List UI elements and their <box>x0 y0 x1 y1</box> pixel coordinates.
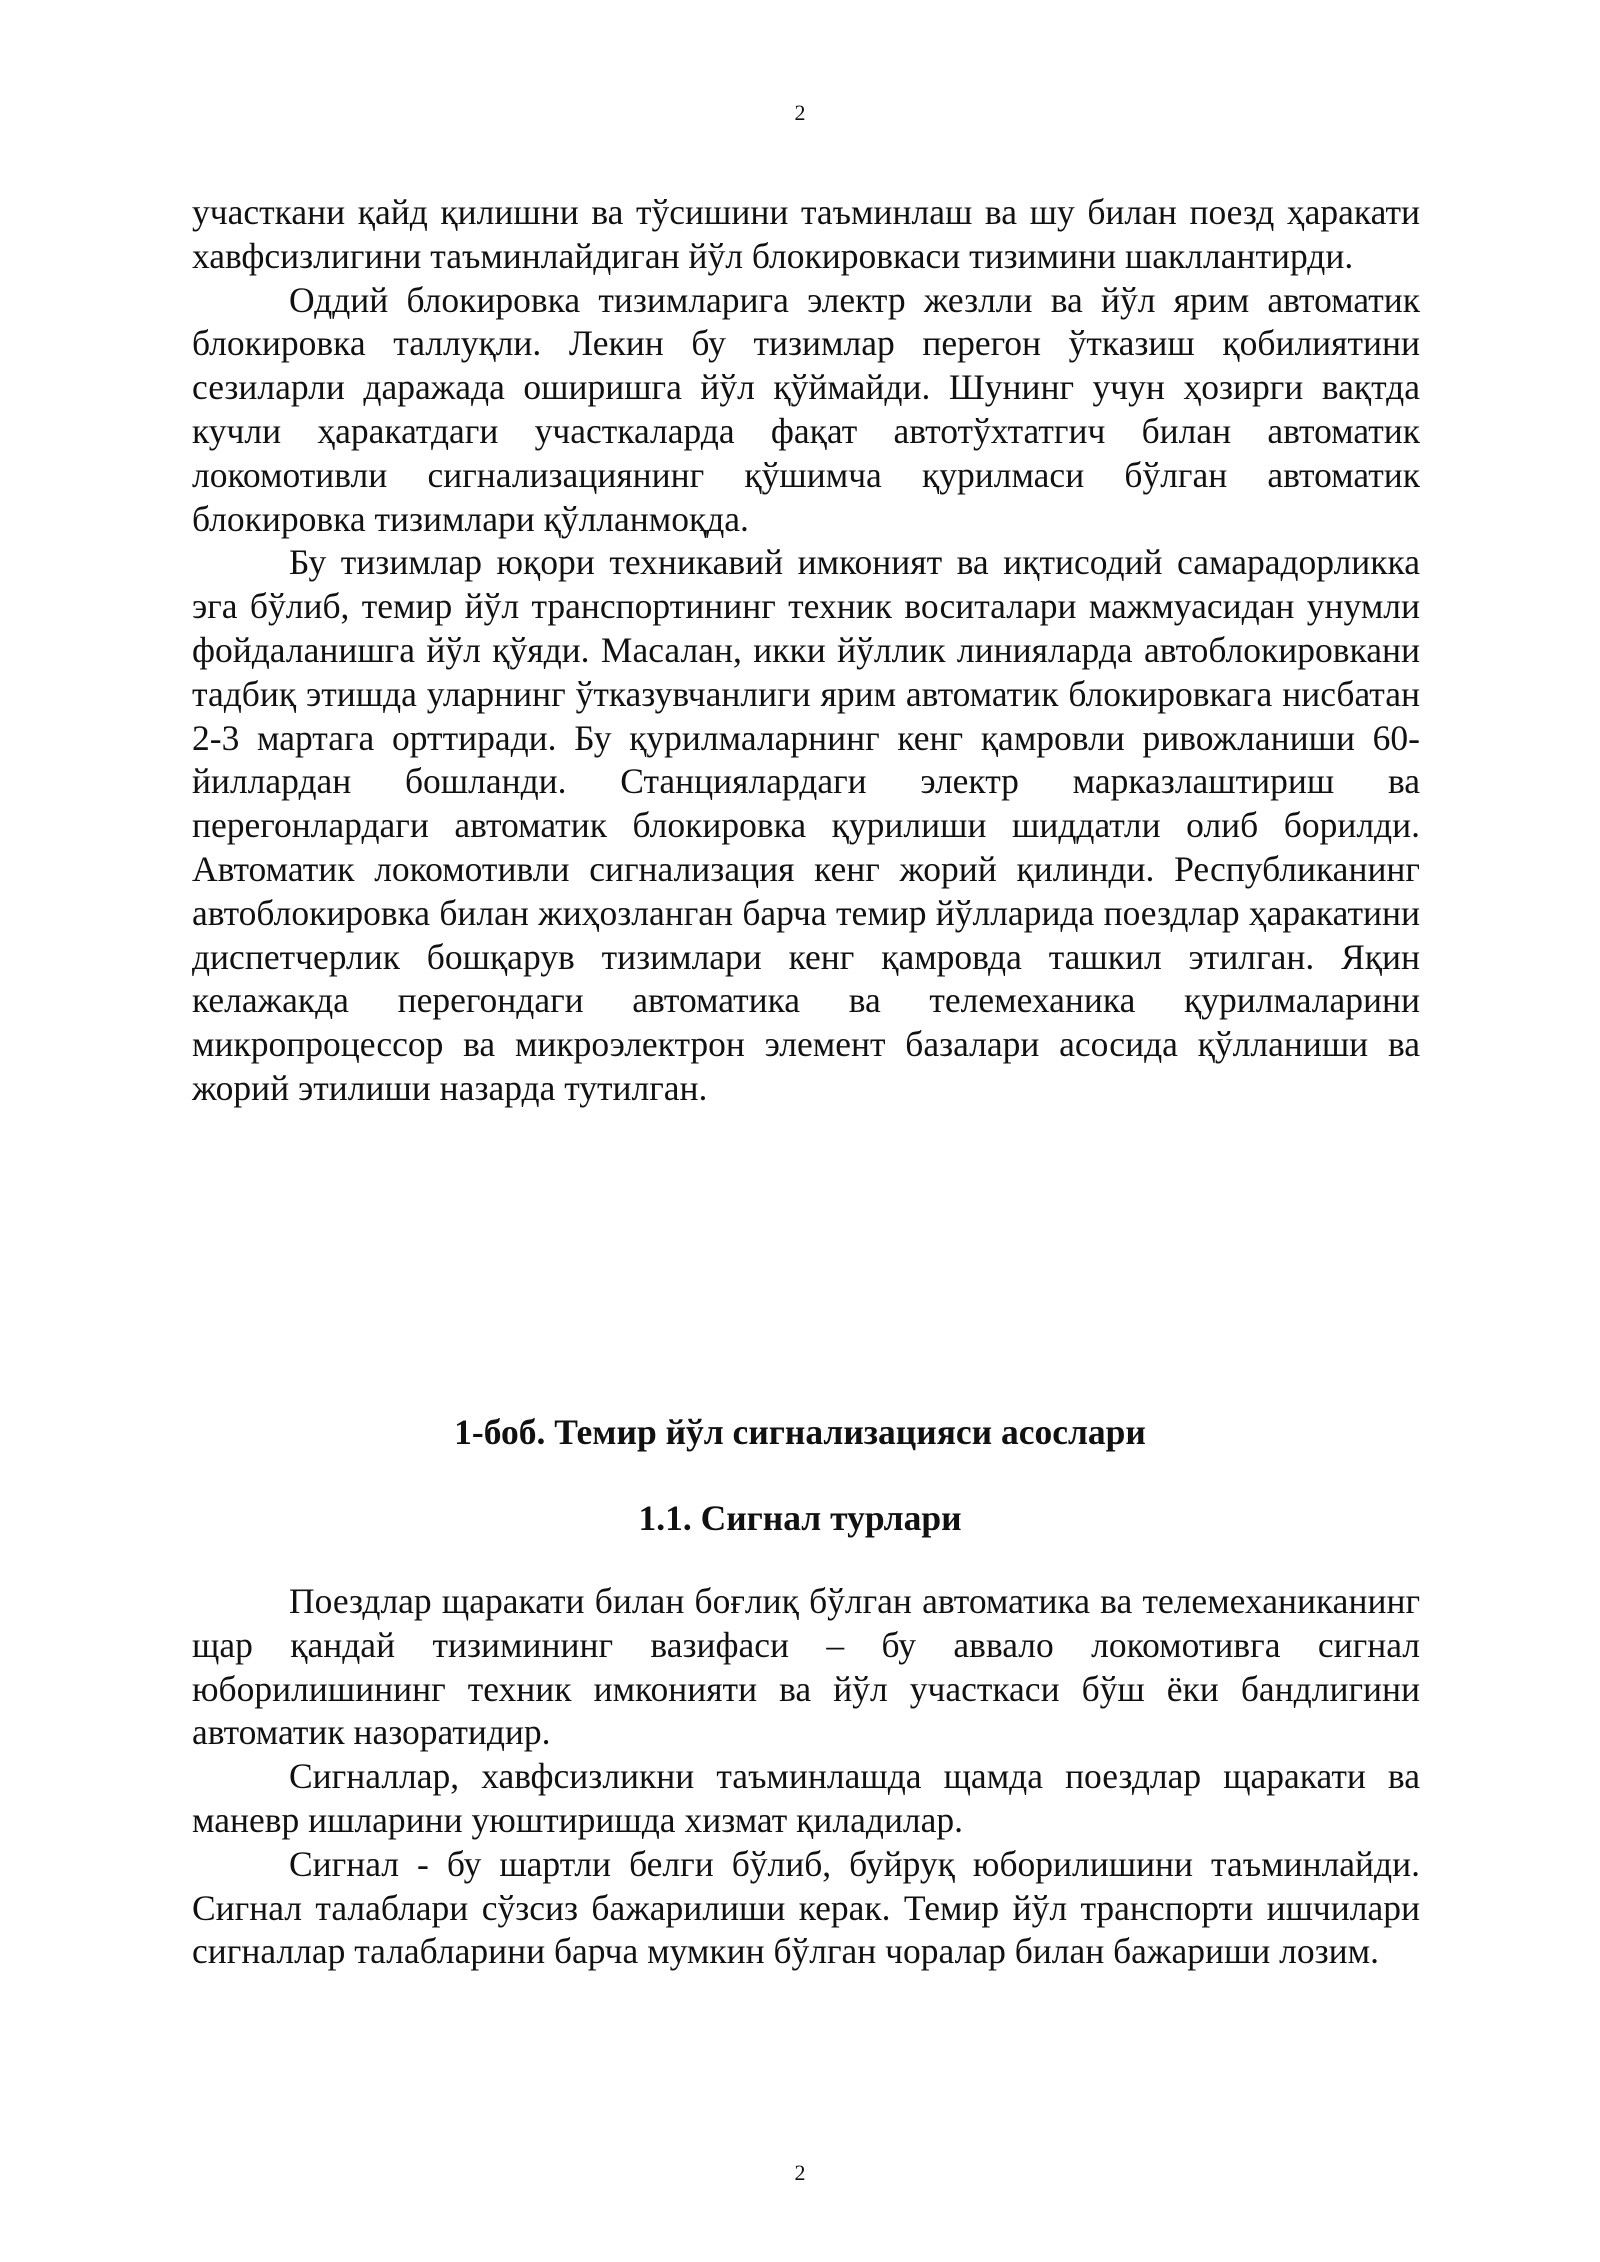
page-number-bottom: 2 <box>794 2160 806 2185</box>
paragraph: участкани қайд қилишни ва тўсишини таъминлаш ва шу билан поезд ҳаракати хавфсизлигини таъминлайдиган йўл блокировкаси тизимини шакллантирди. <box>192 192 1420 276</box>
paragraph: Сигналлар, хавфсизликни таъминлашда щамда поездлар щаракати ва маневр ишларини уюштиришда хизмат қиладилар. <box>192 1756 1420 1840</box>
paragraph: Бу тизимлар юқори техникавий имконият ва иқтисодий самарадорликка эга бўлиб, темир йўл транспортининг техник воситалари мажмуасидан унумли фойдаланишга йўл қўяди. Масалан, икки йўллик линияларда автоблокировкани тадбиқ этишда уларнинг ўтказувчанлиги ярим автоматик блокировкага нисбатан 2-3 мартага орттиради. Бу қурилмаларнинг кенг қамровли ривожланиши 60-йиллардан бошланди. Станциялардаги электр марказлаштириш ва перегонлардаги автоматик блокировка қурилиши шиддатли олиб борилди. Автоматик локомотивли сигнализация кенг жорий қилинди. Республиканинг автоблокировка билан жиҳозланган барча темир йўлларида поездлар ҳаракатини диспетчерлик бошқарув тизимлари кенг қамровда ташкил этилган. Яқин келажакда перегондаги автоматика ва телемеханика қурилмаларини микропроцессор ва микроэлектрон элемент базалари асосида қўлланиши ва жорий этилиши назарда тутилган. <box>192 542 1420 1108</box>
paragraph: Сигнал - бу шартли белги бўлиб, буйруқ юборилишини таъминлайди. Сигнал талаблари сўзсиз бажарилиши керак. Темир йўл транспорти ишчилари сигналлар талабларини барча мумкин бўлган чоралар билан бажариши лозим. <box>192 1843 1420 1972</box>
section-text <box>192 1580 1420 1974</box>
intro-text <box>192 191 1420 1111</box>
section-title: 1.1. Сигнал турлари <box>638 1498 962 1538</box>
page-number-top: 2 <box>794 100 806 125</box>
paragraph: Оддий блокировка тизимларига электр жезлли ва йўл ярим автоматик блокировка таллуқли. Лекин бу тизимлар перегон ўтказиш қобилиятини сезиларли даражада оширишга йўл қўймайди. Шунинг учун ҳозирги вақтда кучли ҳаракатдаги участкаларда фақат автотўхтатгич билан автоматик локомотивли сигнализациянинг қўшимча қурилмаси бўлган автоматик блокировка тизимлари қўлланмоқда. <box>192 279 1420 539</box>
paragraph: Поездлар щаракати билан боғлиқ бўлган автоматика ва телемеханиканинг щар қандай тизимининг вазифаси – бу аввало локомотивга сигнал юборилишининг техник имконияти ва йўл участкаси бўш ёки бандлигини автоматик назоратидир. <box>192 1581 1420 1753</box>
chapter-title: 1-боб. Темир йўл сигнализацияси асослари <box>454 1412 1146 1452</box>
